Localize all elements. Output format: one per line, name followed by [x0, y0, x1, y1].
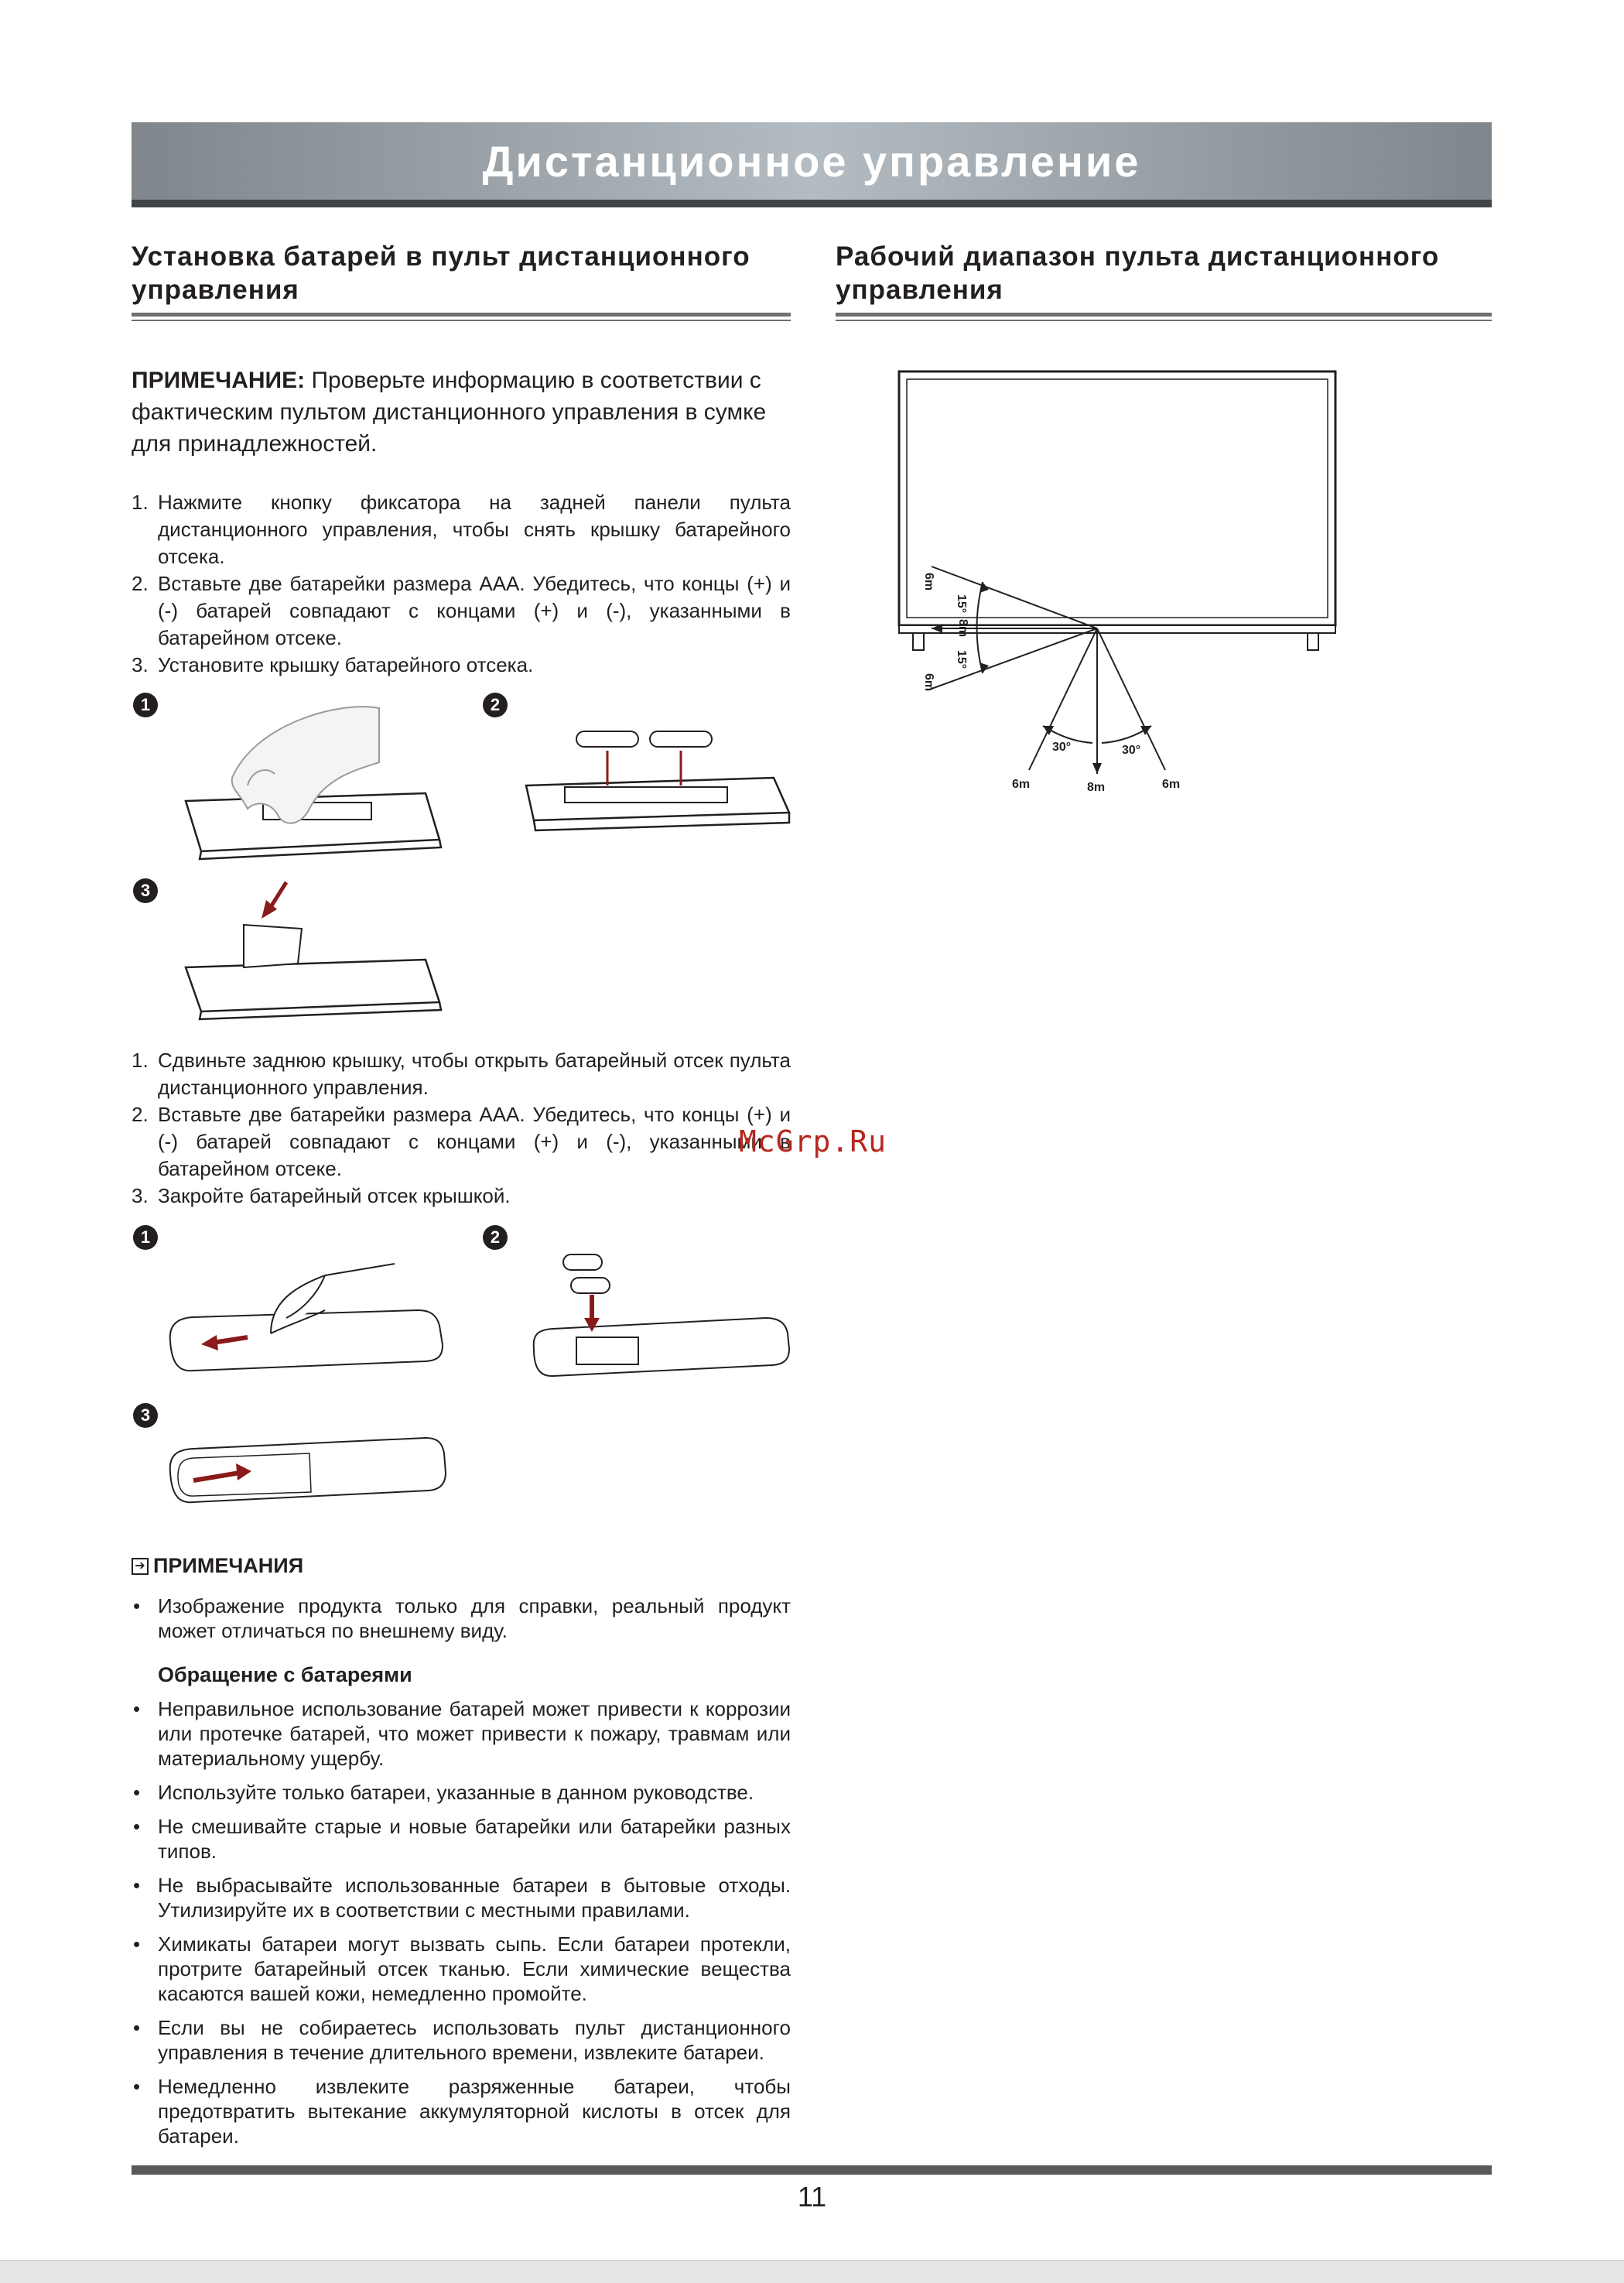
step-number: 1. [132, 1049, 149, 1072]
section-title-batteries: Установка батарей в пульт дистанционного управления [132, 241, 750, 305]
watermark: McGrp.Ru [739, 1124, 887, 1159]
note-paragraph [132, 365, 791, 460]
list-item [132, 1814, 791, 1864]
label-30-left: 30° [1052, 741, 1072, 754]
left-column [132, 240, 791, 2158]
step-text: Вставьте две батарейки размера AAA. Убедитесь, что концы (+) и (-) батарей совпадают с концами (+) и (-), указанными в батарейном отсеке. [158, 572, 791, 649]
list-item [132, 570, 791, 652]
step-badge: 3 [133, 878, 158, 903]
page-title: Дистанционное управление [482, 136, 1141, 186]
list-item [132, 1101, 791, 1183]
steps-list-b [132, 1047, 791, 1210]
notes-heading [132, 1554, 791, 1578]
note-text: Не смешивайте старые и новые батарейки или батарейки разных типов. [158, 1815, 791, 1863]
list-item [132, 1696, 791, 1771]
step-badge: 1 [133, 693, 158, 717]
label-15-upper: 15° [955, 594, 968, 614]
note-text: Если вы не собираетесь использовать пульт дистанционного управления в течение длительного времени, извлеките батареи. [158, 2016, 791, 2064]
step-text: Нажмите кнопку фиксатора на задней панели пульта дистанционного управления, чтобы снять крышку батарейного отсека. [158, 491, 791, 568]
note-text: Не выбрасывайте использованные батареи в бытовые отходы. Утилизируйте их в соответствии с местными правилами. [158, 1874, 791, 1922]
step-badge: 1 [133, 1225, 158, 1250]
list-item [132, 1932, 791, 2006]
list-item [132, 1593, 791, 1643]
note-label: ПРИМЕЧАНИЕ: [132, 368, 306, 393]
bullet-dot: • [133, 1874, 141, 1897]
note-text: Химикаты батареи могут вызвать сыпь. Если батареи протекли, протрите батарейный отсек тканью. Если химические вещества касаются вашей кожи, немедленно промойте. [158, 1932, 791, 2005]
arrow-into-box-icon: ➔ [132, 1558, 149, 1575]
remote-battery-slot-illustration [518, 1241, 797, 1395]
right-column [836, 240, 1492, 794]
list-item [132, 489, 791, 570]
label-8m-left: 8m [956, 619, 969, 638]
note-text: Неправильное использование батарей может привести к коррозии или протечке батарей, что может привести к пожару, травмам или материальному ущербу. [158, 1697, 791, 1770]
bullet-dot: • [133, 1932, 141, 1956]
notes-list [132, 1593, 791, 1643]
list-item [132, 1183, 791, 1210]
step-number: 1. [132, 491, 149, 514]
figure-row-b3 [132, 1403, 791, 1539]
list-item [132, 1873, 791, 1922]
label-6m-left: 6m [1012, 778, 1031, 791]
step-badge: 2 [483, 1225, 508, 1250]
bullet-dot: • [133, 2016, 141, 2039]
bullet-dot: • [133, 1815, 141, 1838]
scan-bottom-band [0, 2260, 1624, 2283]
label-15-lower: 15° [955, 650, 968, 669]
section-rule [132, 313, 791, 317]
list-item [132, 2015, 791, 2065]
remote-cover-closed-illustration [162, 1419, 472, 1527]
steps-list-a [132, 489, 791, 679]
label-6m-lower: 6m [922, 673, 935, 692]
list-item [132, 2074, 791, 2148]
note-text: Немедленно извлеките разряженные батареи, чтобы предотвратить вытекание аккумуляторной кислоты в отсек для батареи. [158, 2075, 791, 2148]
page-number: 11 [797, 2181, 827, 2213]
figure-row-b1 [132, 1225, 791, 1403]
header-band [132, 122, 1492, 207]
tv-frame [899, 371, 1335, 625]
step-number: 2. [132, 1103, 149, 1126]
step-badge: 2 [483, 693, 508, 717]
list-item [132, 1047, 791, 1101]
bullet-dot: • [133, 2075, 141, 2098]
step-text: Установите крышку батарейного отсека. [158, 653, 534, 676]
step-badge: 3 [133, 1403, 158, 1428]
list-item [132, 652, 791, 679]
bullet-dot: • [133, 1594, 141, 1617]
section-rule [836, 313, 1492, 317]
step-number: 2. [132, 572, 149, 595]
remote-slide-cover-illustration [162, 1241, 472, 1395]
section-title-range: Рабочий диапазон пульта дистанционного управления [836, 241, 1440, 305]
bullet-dot: • [133, 1697, 141, 1720]
label-30-right: 30° [1122, 744, 1141, 757]
battery-heading: Обращение с батареями [158, 1663, 412, 1686]
tv-foot-right [1308, 633, 1318, 650]
remote-open-cover-illustration [170, 693, 464, 871]
bullet-dot: • [133, 1781, 141, 1804]
note-text: Используйте только батареи, указанные в данном руководстве. [158, 1781, 754, 1804]
step-text: Закройте батарейный отсек крышкой. [158, 1184, 511, 1207]
footer-rule [132, 2165, 1492, 2175]
tv-foot-left [913, 633, 924, 650]
figure-row-a3 [132, 878, 791, 1033]
remote-insert-batteries-illustration [518, 724, 797, 855]
step-number: 3. [132, 1184, 149, 1207]
label-6m-upper: 6m [922, 573, 935, 591]
step-number: 3. [132, 653, 149, 676]
battery-notes-list [132, 1696, 791, 2148]
note-text: Изображение продукта только для справки, реальный продукт может отличаться по внешнему виду. [158, 1594, 791, 1642]
step-text: Вставьте две батарейки размера AAA. Убедитесь, что концы (+) и (-) батарей совпадают с концами (+) и (-), указанными в батарейном отсеке. [158, 1103, 791, 1180]
list-item [132, 1780, 791, 1805]
step-text: Сдвиньте заднюю крышку, чтобы открыть батарейный отсек пульта дистанционного управления. [158, 1049, 791, 1099]
note-text: Проверьте информацию в соответствии с фактическим пультом дистанционного управления в сумке для принадлежностей. [132, 368, 767, 457]
remote-range-diagram [867, 364, 1408, 797]
notes-heading-text: ПРИМЕЧАНИЯ [153, 1554, 304, 1577]
remote-close-cover-illustration [170, 878, 464, 1033]
label-6m-right: 6m [1162, 778, 1181, 791]
label-8m-center: 8m [1087, 781, 1106, 794]
figure-row-a1 [132, 693, 791, 878]
